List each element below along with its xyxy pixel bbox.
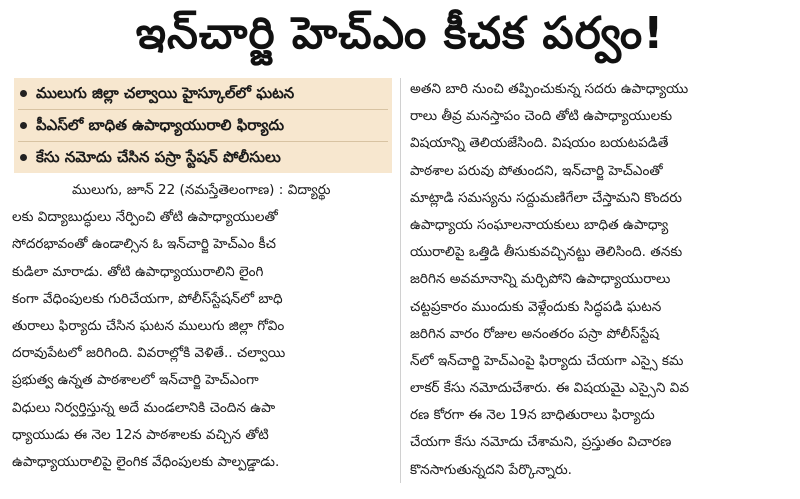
article-line: జరిగిన అవమానాన్ని మర్చిపోని ఉపాధ్యాయురాలు — [410, 271, 671, 288]
bullet-icon — [20, 154, 27, 161]
article-line: లాకర్ కేసు నమోదుచేశారు. ఈ విషయమై ఎస్సైని వివ — [410, 380, 690, 397]
summary-point-text: ములుగు జిల్లా చల్వాయి హైస్కూల్‌లో ఘటన — [36, 84, 295, 102]
summary-point-text: కేసు నమోదు చేసిన పస్రా స్టేషన్ పోలీసులు — [36, 148, 281, 166]
article-line: చట్టప్రకారం ముందుకు వెళ్లేందుకు సిద్ధపడి ఘటన — [410, 298, 662, 315]
article-line: లకు విద్యాబుద్ధులు నేర్పించి తోటి ఉపాధ్యాయులతో — [12, 209, 278, 226]
article-line: విషయాన్ని తెలియజేసింది. విషయం బయటపడితే — [410, 135, 669, 152]
article-line: పాఠశాల పరువు పోతుందని, ఇన్‌చార్జి హెచ్‌ఎంతో — [410, 162, 663, 179]
article-line: యురాలిపై ఒత్తిడి తీసుకువచ్చినట్టు తెలిసింది. తనకు — [410, 244, 683, 261]
summary-point — [14, 142, 392, 173]
article-column-right — [410, 76, 790, 484]
headline: ఇన్‌చార్జి హెచ్‌ఎం కీచక పర్వం! — [135, 8, 665, 59]
article-line: మాట్లాడి సమస్యను సద్దుమణిగేలా చేస్తామని కొందరు — [410, 189, 683, 206]
article-line: తురాలు ఫిర్యాదు చేసిన ఘటన ములుగు జిల్లా గోవిం — [12, 317, 285, 334]
article-line: ఉపాధ్యాయురాలిపై లైంగిక వేధింపులకు పాల్పడ్డాడు. — [12, 453, 280, 470]
article-line: ఉపాధ్యాయ సంఘాలనాయకులు బాధిత ఉపాధ్యా — [410, 216, 669, 233]
article-line: జరిగిన వారం రోజుల అనంతరం పస్రా పోలీస్‌స్టేష — [410, 325, 660, 342]
article-line: చేయగా కేసు నమోదు చేశామని, ప్రస్తుతం విచారణ — [410, 434, 672, 451]
summary-box — [14, 78, 392, 173]
article-line: కొనసాగుతున్నదని పేర్కొన్నారు. — [410, 461, 572, 478]
column-divider — [400, 78, 401, 483]
article-line: ధ్యాయుడు ఈ నెల 12న పాఠశాలకు వచ్చిన తోటి — [12, 426, 269, 443]
article-line: ప్రభుత్వ ఉన్నత పాఠశాలలో ఇన్‌చార్జి హెచ్‌ఎంగా — [12, 372, 259, 389]
article-line: సోదరభావంతో ఉండాల్సిన ఓ ఇన్‌చార్జి హెచ్‌ఎం కీచ — [12, 236, 276, 253]
article-line: న్‌లో ఇన్‌చార్జి హెచ్‌ఎంపై ఫిర్యాదు చేయగా ఎస్సై కమ — [410, 352, 684, 369]
article-line: కంగా వేధింపులకు గురిచేయగా, పోలీస్‌స్టేషన్‌లో బాధి — [12, 290, 283, 307]
article-line: రణ కోరగా ఈ నెల 19న బాధితురాలు ఫిర్యాదు — [410, 407, 655, 424]
article-column-left — [12, 177, 396, 476]
article-line: ములుగు, జూన్ 22 (నమస్తేతెలంగాణ) : విద్యార్థు — [72, 182, 331, 198]
summary-point-text: పీఎస్‌లో బాధిత ఉపాధ్యాయురాలి ఫిర్యాదు — [36, 116, 285, 134]
article-line: రాలు తీవ్ర మనస్తాపం చెంది తోటి ఉపాధ్యాయులకు — [410, 108, 673, 125]
summary-point — [14, 78, 392, 109]
article-line: దరావుపేటలో జరిగింది. వివరాల్లోకి వెళితే.. చల్వాయి — [12, 345, 286, 362]
summary-point — [14, 110, 392, 141]
article-line: కుడిలా మారాడు. తోటి ఉపాధ్యాయురాలిని లైంగి — [12, 263, 264, 280]
article-line: విధులు నిర్వర్తిస్తున్న అదే మండలానికి చెందిన ఉపా — [12, 399, 276, 416]
bullet-icon — [20, 90, 27, 97]
bullet-icon — [20, 122, 27, 129]
article-line: అతని బారి నుంచి తప్పించుకున్న సదరు ఉపాధ్యాయు — [410, 81, 689, 97]
